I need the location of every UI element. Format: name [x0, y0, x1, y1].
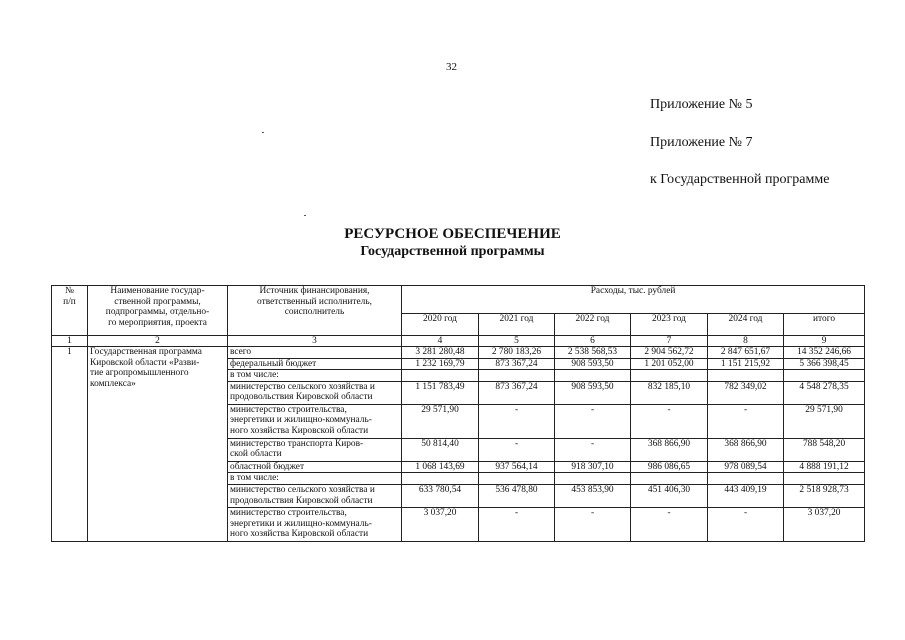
value-total: 4 548 278,35 [784, 381, 865, 404]
value-2022 [555, 370, 631, 382]
value-2022: - [555, 404, 631, 438]
value-2020: 50 814,40 [402, 438, 479, 461]
funding-source: в том числе: [228, 370, 402, 382]
value-2020: 1 151 783,49 [402, 381, 479, 404]
header-no: № п/п [52, 286, 88, 336]
header-total: итого [784, 314, 865, 336]
value-2020 [402, 370, 479, 382]
value-2024: 443 409,19 [708, 484, 784, 507]
header-year-2023: 2023 год [631, 314, 708, 336]
value-2020: 633 780,54 [402, 484, 479, 507]
value-total: 4 888 191,12 [784, 461, 865, 473]
value-2023: 1 201 052,00 [631, 358, 708, 370]
funding-source: министерство сельского хозяйства и продовольствия Кировской области [228, 484, 402, 507]
value-2020: 3 037,20 [402, 507, 479, 541]
header-year-2020: 2020 год [402, 314, 479, 336]
value-2024: 368 866,90 [708, 438, 784, 461]
funding-source: министерство строительства, энергетики и жилищно-коммуналь- ного хозяйства Кировской области [228, 404, 402, 438]
value-2022: 908 593,50 [555, 381, 631, 404]
header-year-2021: 2021 год [479, 314, 555, 336]
title-line-2: Государственной программы [360, 244, 545, 259]
column-index: 2 [88, 336, 228, 347]
document-title [0, 226, 905, 260]
scan-speck [262, 132, 264, 133]
program-number: 1 [52, 347, 88, 542]
header-name: Наименование государ- ственной программы, подпрограммы, отдельно- го мероприятия, проекта [88, 286, 228, 336]
column-index: 8 [708, 336, 784, 347]
value-2023 [631, 473, 708, 485]
column-index: 1 [52, 336, 88, 347]
value-2024: 1 151 215,92 [708, 358, 784, 370]
column-index: 7 [631, 336, 708, 347]
annex-line-1: Приложение № 5 [650, 97, 753, 112]
value-2022: 908 593,50 [555, 358, 631, 370]
value-2021: 536 478,80 [479, 484, 555, 507]
value-2023: 451 406,30 [631, 484, 708, 507]
value-2023 [631, 370, 708, 382]
header-source: Источник финансирования, ответственный исполнитель, соисполнитель [228, 286, 402, 336]
funding-source: министерство транспорта Киров- ской области [228, 438, 402, 461]
value-2023: 368 866,90 [631, 438, 708, 461]
annex-line-2: Приложение № 7 [650, 135, 753, 150]
value-2021: - [479, 507, 555, 541]
resource-table [51, 285, 865, 542]
value-2021 [479, 370, 555, 382]
value-2024: - [708, 404, 784, 438]
value-2022: 453 853,90 [555, 484, 631, 507]
table-header-row [52, 286, 865, 314]
column-index: 6 [555, 336, 631, 347]
value-2023: 2 904 562,72 [631, 347, 708, 359]
funding-source: областной бюджет [228, 461, 402, 473]
value-2020: 1 068 143,69 [402, 461, 479, 473]
value-2024: 2 847 651,67 [708, 347, 784, 359]
value-total: 3 037,20 [784, 507, 865, 541]
column-index: 3 [228, 336, 402, 347]
scan-speck [304, 215, 306, 216]
column-index: 9 [784, 336, 865, 347]
value-2024 [708, 370, 784, 382]
value-total [784, 370, 865, 382]
column-index: 5 [479, 336, 555, 347]
value-total: 29 571,90 [784, 404, 865, 438]
value-2022: - [555, 438, 631, 461]
funding-source: всего [228, 347, 402, 359]
value-2024: 782 349,02 [708, 381, 784, 404]
program-name: Государственная программа Кировской области «Разви- тие агропромышленного комплекса» [88, 347, 228, 542]
value-2021: 873 367,24 [479, 381, 555, 404]
value-total [784, 473, 865, 485]
value-2021: - [479, 404, 555, 438]
value-2021 [479, 473, 555, 485]
value-2021: 873 367,24 [479, 358, 555, 370]
value-total: 788 548,20 [784, 438, 865, 461]
column-index: 4 [402, 336, 479, 347]
column-index-row [52, 336, 865, 347]
page-number: 32 [446, 61, 457, 73]
table-row [52, 347, 865, 359]
funding-source: в том числе: [228, 473, 402, 485]
value-2021: 937 564,14 [479, 461, 555, 473]
value-total: 5 366 398,45 [784, 358, 865, 370]
funding-source: министерство сельского хозяйства и продовольствия Кировской области [228, 381, 402, 404]
header-year-2024: 2024 год [708, 314, 784, 336]
value-2024: - [708, 507, 784, 541]
value-2020: 1 232 169,79 [402, 358, 479, 370]
value-2022: 2 538 568,53 [555, 347, 631, 359]
annex-line-3: к Государственной программе [650, 172, 830, 187]
value-2022: 918 307,10 [555, 461, 631, 473]
title-line-1: РЕСУРСНОЕ ОБЕСПЕЧЕНИЕ [344, 226, 561, 242]
value-2024 [708, 473, 784, 485]
value-2023: 832 185,10 [631, 381, 708, 404]
value-total: 2 518 928,73 [784, 484, 865, 507]
value-2023: - [631, 507, 708, 541]
funding-source: федеральный бюджет [228, 358, 402, 370]
funding-source: министерство строительства, энергетики и жилищно-коммуналь- ного хозяйства Кировской области [228, 507, 402, 541]
header-year-2022: 2022 год [555, 314, 631, 336]
value-2020: 3 281 280,48 [402, 347, 479, 359]
value-total: 14 352 246,66 [784, 347, 865, 359]
value-2020: 29 571,90 [402, 404, 479, 438]
value-2023: 986 086,65 [631, 461, 708, 473]
value-2022 [555, 473, 631, 485]
value-2023: - [631, 404, 708, 438]
value-2024: 978 089,54 [708, 461, 784, 473]
value-2021: 2 780 183,26 [479, 347, 555, 359]
header-expenses: Расходы, тыс. рублей [402, 286, 865, 314]
value-2022: - [555, 507, 631, 541]
value-2020 [402, 473, 479, 485]
value-2021: - [479, 438, 555, 461]
